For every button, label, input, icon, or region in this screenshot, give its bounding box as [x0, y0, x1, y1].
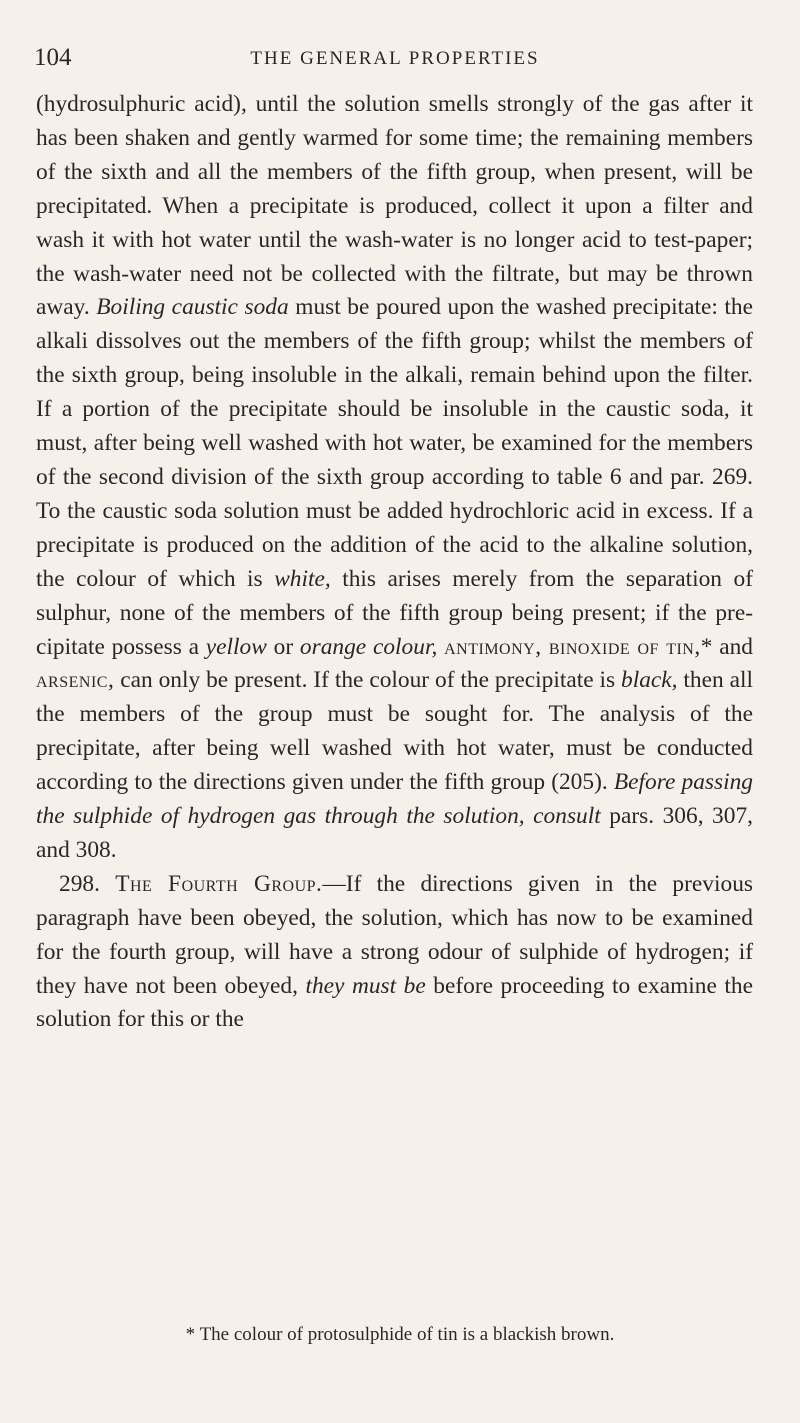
- italic-phrase: white,: [274, 565, 331, 592]
- italic-phrase: orange colour,: [299, 633, 438, 660]
- page-header: [34, 44, 756, 84]
- page-number: 104: [34, 44, 72, 71]
- italic-phrase: they must be: [305, 972, 426, 999]
- footnote-reference: * and: [700, 633, 753, 660]
- small-caps-term: arsenic,: [36, 667, 115, 694]
- body-text: [36, 88, 753, 1037]
- section-heading: The Fourth Group.: [115, 870, 323, 897]
- footnote: * The colour of protosulphide of tin is a blackish brown.: [185, 1324, 615, 1345]
- italic-phrase: yellow: [205, 633, 267, 660]
- paragraph-number: 298.: [59, 870, 116, 897]
- italic-phrase: Before passing the sulphide of hydrogen gas through the solution, consult: [36, 769, 753, 830]
- paragraph-continued: (hydrosulphuric acid), until the solution smells strongly of the gas after it has been shaken and gently warmed for some time; the remaining members of the sixth and all the members of the fifth group, when present, will be precipitated. When a precipitate is produced, collect it upon a filter and wash it with hot water until the wash-water is no longer acid to test-paper; the wash-water need not be collected with the filtrate, but may be thrown away. Boiling caustic soda must be poured upon the washed precipitate: the alkali dissolves out the members of the fifth group; whilst the members of the sixth group, being insoluble in the alkali, remain behind upon the filter. If a portion of the precipitate should be insoluble in the caustic soda, it must, after being well washed with hot water, be examined for the members of the second division of the sixth group according to table 6 and par. 269. To the caustic soda solution must be added hydrochloric acid in excess. If a precipitate is produced on the addition of the acid to the alkaline solution, the colour of which is white, this arises merely from the separation of sulphur, none of the members of the fifth group being present; if the pre-cipitate possess a yellow or orange colour, antimony, binoxide of tin,* and arsenic, can only be present. If the colour of the precipitate is black, then all the members of the group must be sought for. The analysis of the precipitate, after being well washed with hot water, must be conducted according to the directions given under the fifth group (205). Before passing the sulphide of hydrogen gas through the solution, consult pars. 306, 307, and 308.: [36, 91, 753, 863]
- paragraph-298: 298. The Fourth Group.—If the directions given in the previous paragraph have been obeyed, the solution, which has now to be examined for the fourth group, will have a strong odour of sulphide of hydrogen; if they have not been obeyed, they must be before proceeding to examine the solution for this or the: [36, 870, 753, 1033]
- small-caps-term: antimony, binoxide of tin,: [444, 633, 701, 660]
- italic-phrase: Boiling caustic soda: [96, 294, 289, 321]
- italic-phrase: black,: [621, 667, 678, 694]
- running-head: THE GENERAL PROPERTIES: [250, 48, 540, 69]
